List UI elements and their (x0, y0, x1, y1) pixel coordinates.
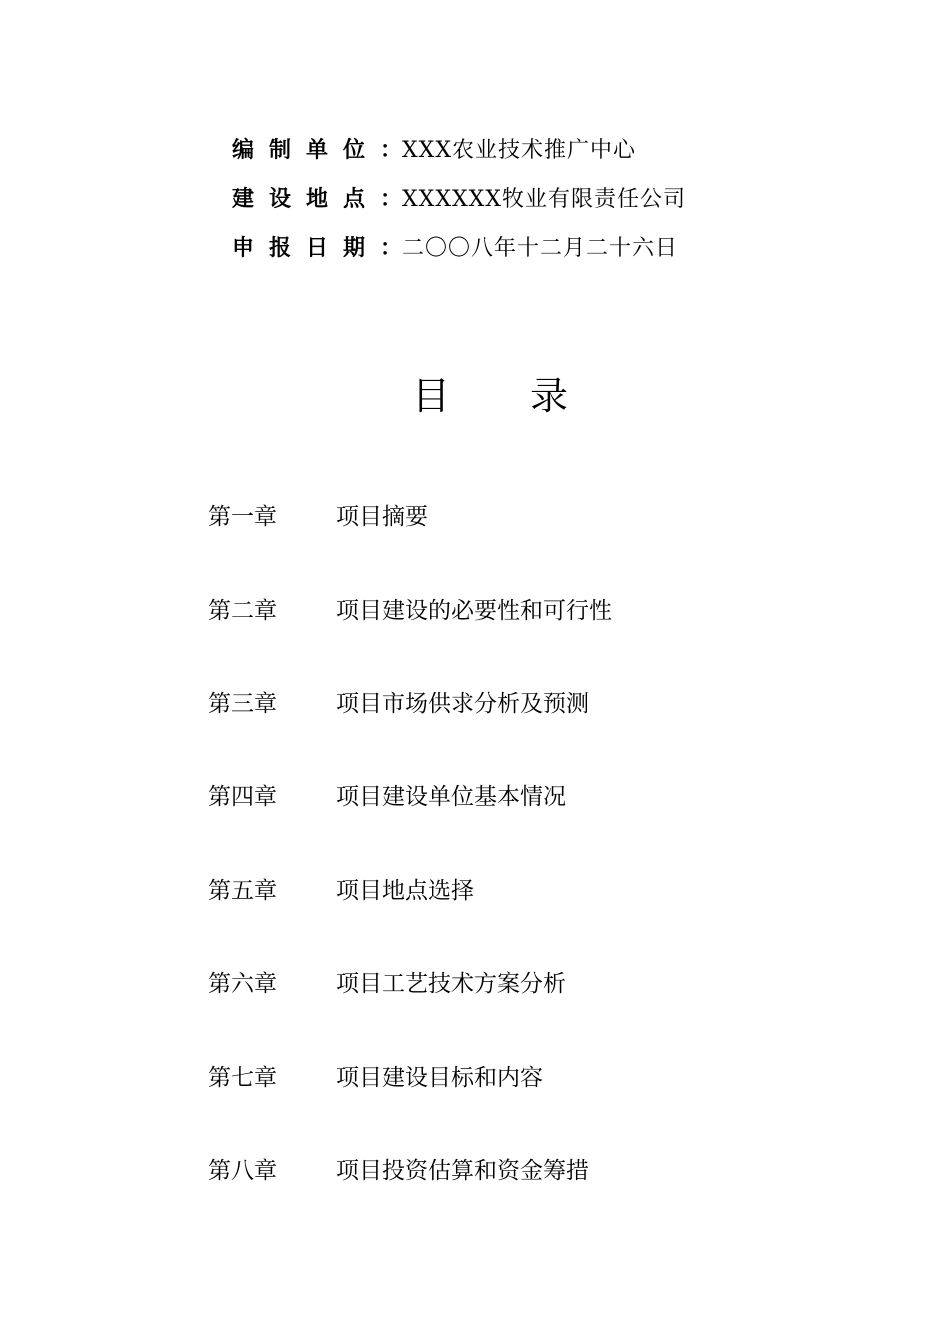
toc-chapter-number: 第五章 (208, 877, 277, 904)
toc-item[interactable] (208, 1028, 612, 1121)
label-char: 地 (305, 187, 328, 212)
toc-chapter-number: 第二章 (208, 597, 277, 624)
toc-list (208, 468, 612, 1215)
label-char: ： (379, 138, 402, 163)
toc-heading-gap (450, 365, 530, 420)
toc-chapter-title: 项目市场供求分析及预测 (336, 690, 589, 717)
toc-heading-right: 录 (530, 374, 569, 418)
info-label-compiler (232, 133, 402, 164)
label-char: 编 (232, 138, 255, 163)
info-label-location (232, 182, 402, 213)
toc-chapter-number: 第四章 (208, 784, 277, 811)
toc-item[interactable] (208, 748, 612, 841)
toc-item[interactable] (208, 1122, 612, 1215)
toc-chapter-number: 第六章 (208, 971, 277, 998)
toc-chapter-number: 第七章 (208, 1064, 277, 1091)
toc-heading (0, 365, 950, 420)
toc-chapter-number: 第三章 (208, 690, 277, 717)
toc-chapter-number: 第八章 (208, 1157, 277, 1184)
label-char: 制 (268, 138, 291, 163)
toc-item[interactable] (208, 842, 612, 935)
toc-chapter-title: 项目摘要 (336, 504, 428, 531)
report-info-block (232, 124, 686, 271)
label-char: 单 (305, 138, 328, 163)
toc-chapter-title: 项目建设目标和内容 (336, 1064, 543, 1091)
label-char: 期 (342, 236, 365, 261)
toc-chapter-title: 项目地点选择 (336, 877, 474, 904)
toc-chapter-title: 项目投资估算和资金筹措 (336, 1157, 589, 1184)
label-char: 点 (342, 187, 365, 212)
toc-chapter-title: 项目建设的必要性和可行性 (336, 597, 612, 624)
label-char: 申 (232, 236, 255, 261)
toc-item[interactable] (208, 655, 612, 748)
info-value-date: 二〇〇八年十二月二十六日 (402, 236, 679, 261)
label-char: 日 (305, 236, 328, 261)
toc-chapter-title: 项目工艺技术方案分析 (336, 971, 566, 998)
toc-chapter-title: 项目建设单位基本情况 (336, 784, 566, 811)
toc-chapter-number: 第一章 (208, 504, 277, 531)
label-char: 建 (232, 187, 255, 212)
label-char: 设 (268, 187, 291, 212)
toc-item[interactable] (208, 468, 612, 561)
info-row-location (232, 173, 686, 222)
label-char: 报 (268, 236, 291, 261)
info-value-compiler: XXX农业技术推广中心 (402, 138, 636, 163)
info-value-location: XXXXXX牧业有限责任公司 (402, 187, 686, 212)
toc-item[interactable] (208, 935, 612, 1028)
label-char: ： (379, 236, 402, 261)
label-char: 位 (342, 138, 365, 163)
info-row-date (232, 222, 686, 271)
label-char: ： (379, 187, 402, 212)
toc-item[interactable] (208, 561, 612, 654)
info-label-date (232, 231, 402, 262)
info-row-compiler (232, 124, 686, 173)
toc-heading-left: 目 (411, 374, 450, 418)
